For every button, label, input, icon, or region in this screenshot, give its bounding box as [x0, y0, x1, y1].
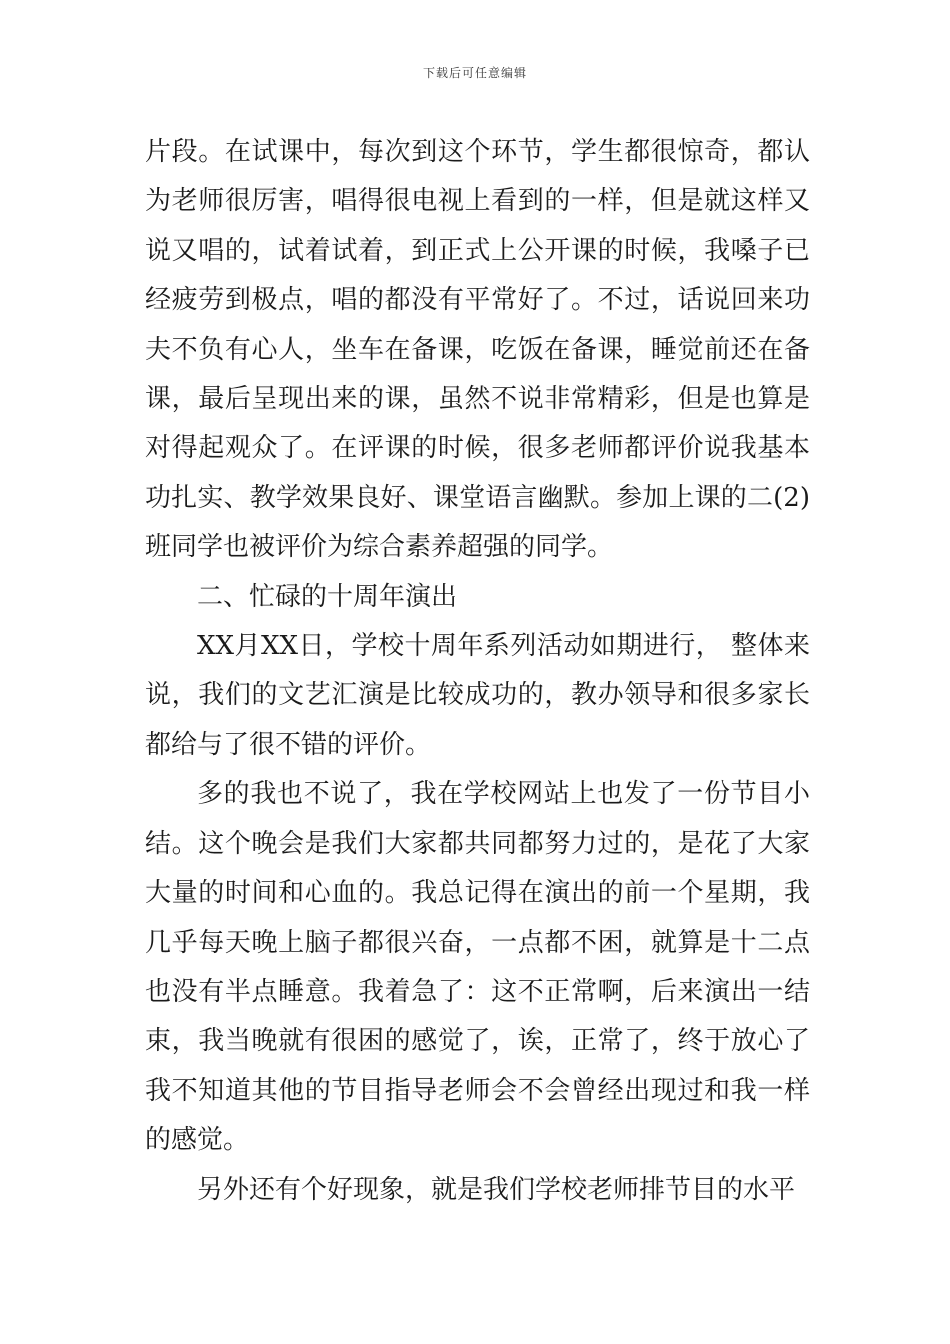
document-body: [145, 128, 810, 1215]
paragraph-1: 片段。在试课中，每次到这个环节，学生都很惊奇，都认为老师很厉害，唱得很电视上看到的一样，但是就这样又说又唱的，试着试着，到正式上公开课的时候，我嗓子已经疲劳到极点，唱的都没有平常好了。不过，话说回来功夫不负有心人，坐车在备课，吃饭在备课，睡觉前还在备课，最后呈现出来的课，虽然不说非常精彩，但是也算是对得起观众了。在评课的时候，很多老师都评价说我基本功扎实、教学效果良好、课堂语言幽默。参加上课的二(2)班同学也被评价为综合素养超强的同学。: [145, 137, 810, 563]
paragraph-2: XX月XX日，学校十周年系列活动如期进行， 整体来说，我们的文艺汇演是比较成功的，教办领导和很多家长都给与了很不错的评价。: [145, 631, 810, 760]
paragraph-3: 多的我也不说了，我在学校网站上也发了一份节目小结。这个晚会是我们大家都共同都努力过的，是花了大家大量的时间和心血的。我总记得在演出的前一个星期，我几乎每天晚上脑子都很兴奋，一点都不困，就算是十二点也没有半点睡意。我着急了：这不正常啊，后来演出一结束，我当晚就有很困的感觉了，诶，正常了，终于放心了我不知道其他的节目指导老师会不会曾经出现过和我一样的感觉。: [145, 779, 810, 1156]
section-heading: 二、忙碌的十周年演出: [197, 581, 458, 612]
page-header: 下载后可任意编辑: [422, 66, 527, 80]
paragraph-4: 另外还有个好现象，就是我们学校老师排节目的水平: [197, 1174, 796, 1205]
